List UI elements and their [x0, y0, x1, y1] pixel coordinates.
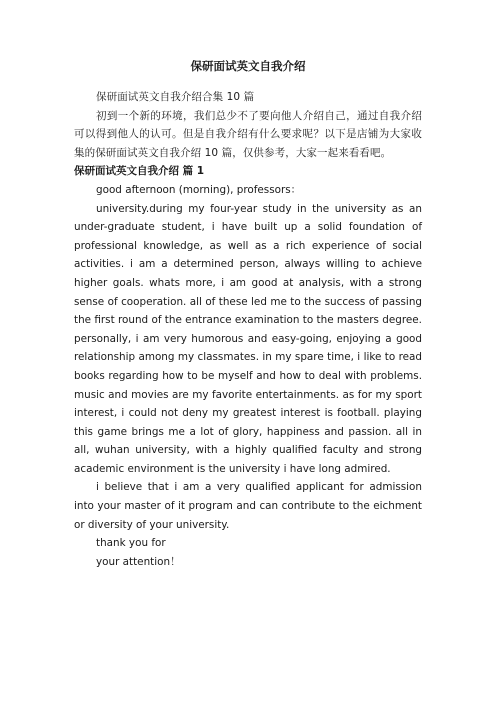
body-paragraph: university.during my four-year study in the university as an under-graduate student, i have built up a solid foundation of professional knowledge, as well as a rich experience of social activities. i am a determined person, always willing to achieve higher goals. whats more, i am good at analysis, with a strong sense of cooperation. all of these led me to the success of passing the first round of the entrance examination to the masters degree. personally, i am very humorous and easy-going, enjoying a good relationship among my classmates. in my spare time, i like to read books regarding how to be myself and how to deal with problems. music and movies are my favorite entertainments. as for my sport interest, i could not deny my greatest interest is football. playing this game brings me a lot of glory, happiness and passion. all in all, wuhan university, with a highly qualified faculty and strong academic environment is the university i have long admired. — [74, 202, 422, 475]
section-heading: 保研面试英文自我介绍 篇 1 — [74, 165, 205, 178]
document-subtitle: 保研面试英文自我介绍合集 10 篇 — [96, 91, 255, 103]
closing-paragraph: i believe that i am a very qualified applicant for admission into your master of it program and can contribute to the eichment or diversity of your university. — [74, 481, 422, 531]
thanks-line-2: your attention！ — [96, 555, 181, 568]
document-page — [74, 58, 422, 571]
thanks-line-1: thank you for — [96, 537, 166, 550]
greeting-line: good afternoon (morning), professors： — [96, 183, 302, 196]
intro-paragraph: 初到一个新的环境，我们总少不了要向他人介绍自己，通过自我介绍可以得到他人的认可。但是自我介绍有什么要求呢？以下是店铺为大家收集的保研面试英文自我介绍 10 篇，仅供参考，大家一起来看看吧。 — [74, 109, 422, 159]
document-title: 保研面试英文自我介绍 — [190, 59, 306, 73]
